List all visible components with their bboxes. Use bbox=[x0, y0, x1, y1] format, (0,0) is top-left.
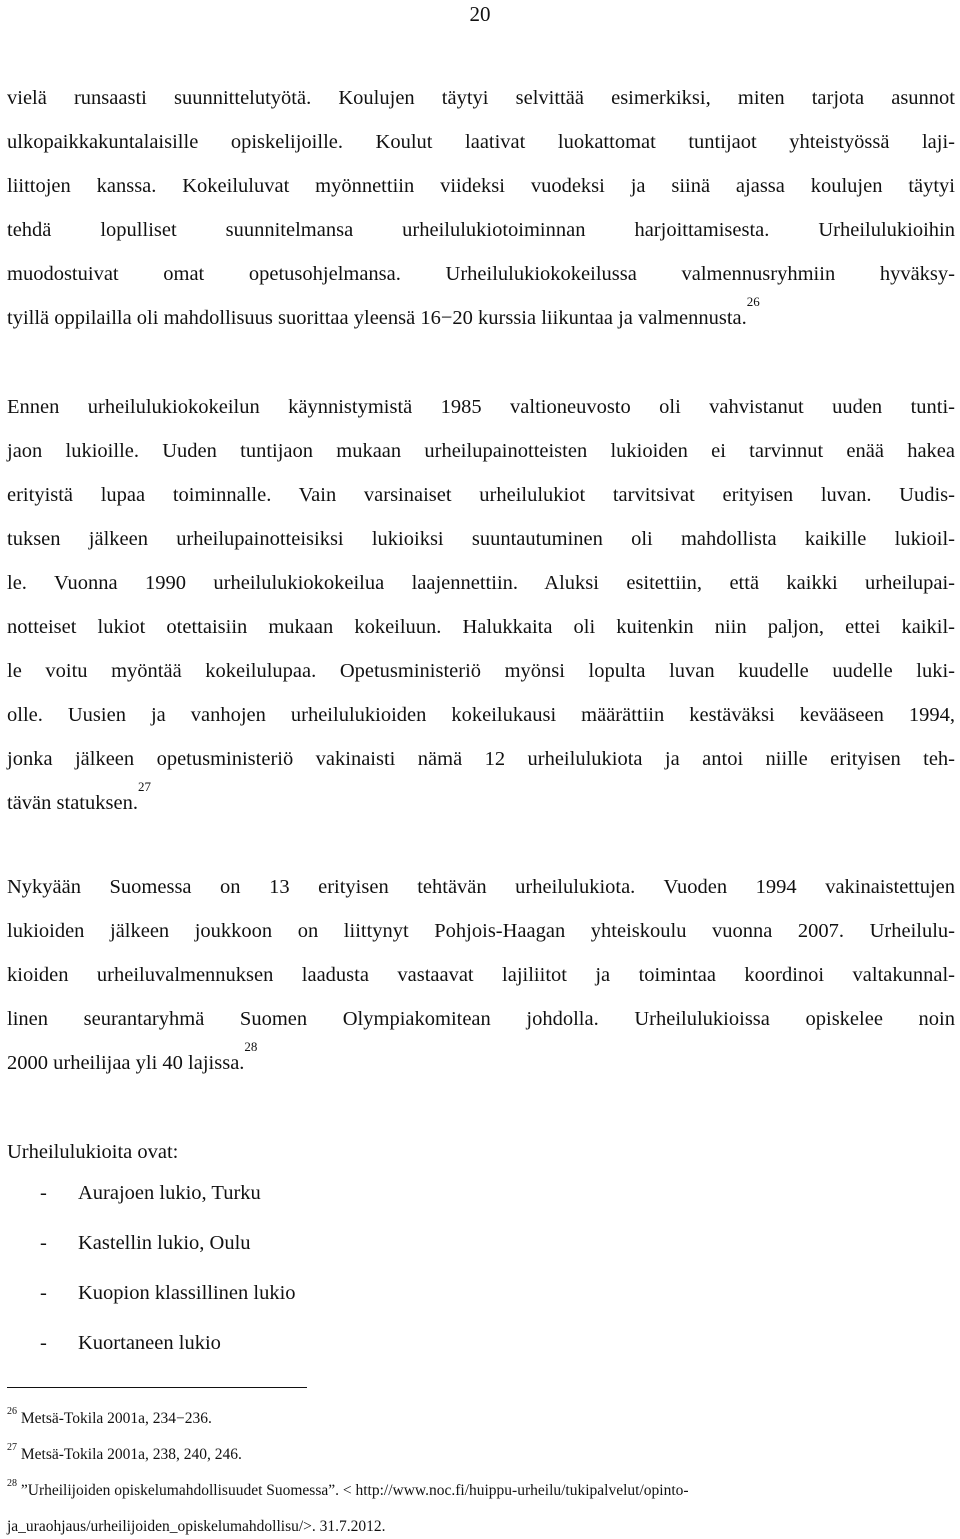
text-line: kioiden urheiluvalmennuksen laadusta vastaavat lajiliitot ja toimintaa koordinoi valtakunnal- bbox=[7, 964, 955, 986]
list-dash: - bbox=[40, 1232, 47, 1254]
text-line bbox=[7, 1041, 955, 1085]
text-line: erityistä lupaa toiminnalle. Vain varsinaiset urheilulukiot tarvitsivat erityisen luvan. Uudis- bbox=[7, 484, 955, 506]
text-line: le voitu myöntää kokeilulupaa. Opetusministeriö myönsi lopulta luvan kuudelle uudelle luki- bbox=[7, 660, 955, 682]
text-line bbox=[7, 296, 955, 340]
text-line-content: tyillä oppilailla oli mahdollisuus suorittaa yleensä 16−20 kurssia liikuntaa ja valmennusta. bbox=[7, 307, 747, 329]
paragraph-3 bbox=[7, 865, 955, 1085]
text-line: notteiset lukiot otettaisiin mukaan kokeiluun. Halukkaita oli kuitenkin niin paljon, ettei kaikil- bbox=[7, 616, 955, 638]
footnote-number: 27 bbox=[7, 1442, 17, 1453]
text-line-content: tävän statuksen. bbox=[7, 792, 138, 814]
footnote-link-text[interactable]: ”Urheilijoiden opiskelumahdollisuudet Suomessa”. < http://www.noc.fi/huippu-urheilu/tukipalvelut/opinto- bbox=[17, 1482, 689, 1500]
text-line: tehdä lopulliset suunnitelmansa urheilulukiotoiminnan harjoittamisesta. Urheilulukioihin bbox=[7, 219, 955, 241]
footnote-divider bbox=[7, 1387, 307, 1388]
list-item-text: Kuopion klassillinen lukio bbox=[78, 1282, 296, 1304]
list-dash: - bbox=[40, 1182, 47, 1204]
text-line: vielä runsaasti suunnittelutyötä. Koulujen täytyi selvittää esimerkiksi, miten tarjota asunnot bbox=[7, 87, 955, 109]
footnote-28 bbox=[7, 1476, 947, 1538]
footnote-26 bbox=[7, 1404, 947, 1430]
list-dash: - bbox=[40, 1332, 47, 1354]
list-item-text: Kastellin lukio, Oulu bbox=[78, 1232, 251, 1254]
footnote-text: Metsä-Tokila 2001a, 234−236. bbox=[17, 1410, 212, 1428]
school-list bbox=[40, 1168, 296, 1368]
text-line: le. Vuonna 1990 urheilulukiokokeilua laajennettiin. Aluksi esitettiin, että kaikki urheilupai- bbox=[7, 572, 955, 594]
list-item bbox=[40, 1268, 296, 1318]
footnote-number: 26 bbox=[7, 1406, 17, 1417]
text-line: tuksen jälkeen urheilupainotteisiksi lukioiksi suuntautuminen oli mahdollista kaikille lukioil- bbox=[7, 528, 955, 550]
paragraph-2 bbox=[7, 385, 955, 825]
text-line: muodostuivat omat opetusohjelmansa. Urheilulukiokokeilussa valmennusryhmiin hyväksy- bbox=[7, 263, 955, 285]
page-number: 20 bbox=[469, 2, 491, 26]
list-item-text: Kuortaneen lukio bbox=[78, 1332, 221, 1354]
footnote-ref-26[interactable]: 26 bbox=[746, 294, 760, 309]
text-line: Nykyään Suomessa on 13 erityisen tehtävän urheilulukiota. Vuoden 1994 vakinaistettujen bbox=[7, 876, 955, 898]
text-line: olle. Uusien ja vanhojen urheilulukioiden kokeilukausi määrättiin kestäväksi kevääseen 1994, bbox=[7, 704, 955, 726]
text-line: jonka jälkeen opetusministeriö vakinaisti nämä 12 urheilulukiota ja antoi niille erityisen teh- bbox=[7, 748, 955, 770]
text-line: Urheilulukioita ovat: bbox=[7, 1141, 179, 1163]
footnote-link-text-cont[interactable]: ja_uraohjaus/urheilijoiden_opiskelumahdollisu/>. 31.7.2012. bbox=[7, 1518, 386, 1536]
list-dash: - bbox=[40, 1282, 47, 1304]
list-item bbox=[40, 1218, 296, 1268]
footnote-27 bbox=[7, 1440, 947, 1466]
footnote-ref-28[interactable]: 28 bbox=[244, 1039, 258, 1054]
list-item-text: Aurajoen lukio, Turku bbox=[78, 1182, 261, 1204]
text-line: linen seurantaryhmä Suomen Olympiakomitean johdolla. Urheilulukioissa opiskelee noin bbox=[7, 1008, 955, 1030]
text-line bbox=[7, 781, 955, 825]
list-item bbox=[40, 1168, 296, 1218]
list-item bbox=[40, 1318, 296, 1368]
footnote-ref-27[interactable]: 27 bbox=[137, 779, 151, 794]
text-line: lukioiden jälkeen joukkoon on liittynyt Pohjois-Haagan yhteiskoulu vuonna 2007. Urheilulu- bbox=[7, 920, 955, 942]
footnote-number: 28 bbox=[7, 1478, 17, 1489]
text-line: Ennen urheilulukiokokeilun käynnistymistä 1985 valtioneuvosto oli vahvistanut uuden tunti- bbox=[7, 396, 955, 418]
text-line: ulkopaikkakuntalaisille opiskelijoille. Koulut laativat luokattomat tuntijaot yhteistyössä laji- bbox=[7, 131, 955, 153]
text-line-content: 2000 urheilijaa yli 40 lajissa. bbox=[7, 1052, 245, 1074]
text-line: jaon lukioille. Uuden tuntijaon mukaan urheilupainotteisten lukioiden ei tarvinnut enää hakea bbox=[7, 440, 955, 462]
text-line: liittojen kanssa. Kokeiluluvat myönnettiin viideksi vuodeksi ja siinä ajassa koulujen täytyi bbox=[7, 175, 955, 197]
paragraph-1 bbox=[7, 76, 955, 340]
footnote-text: Metsä-Tokila 2001a, 238, 240, 246. bbox=[17, 1446, 242, 1464]
